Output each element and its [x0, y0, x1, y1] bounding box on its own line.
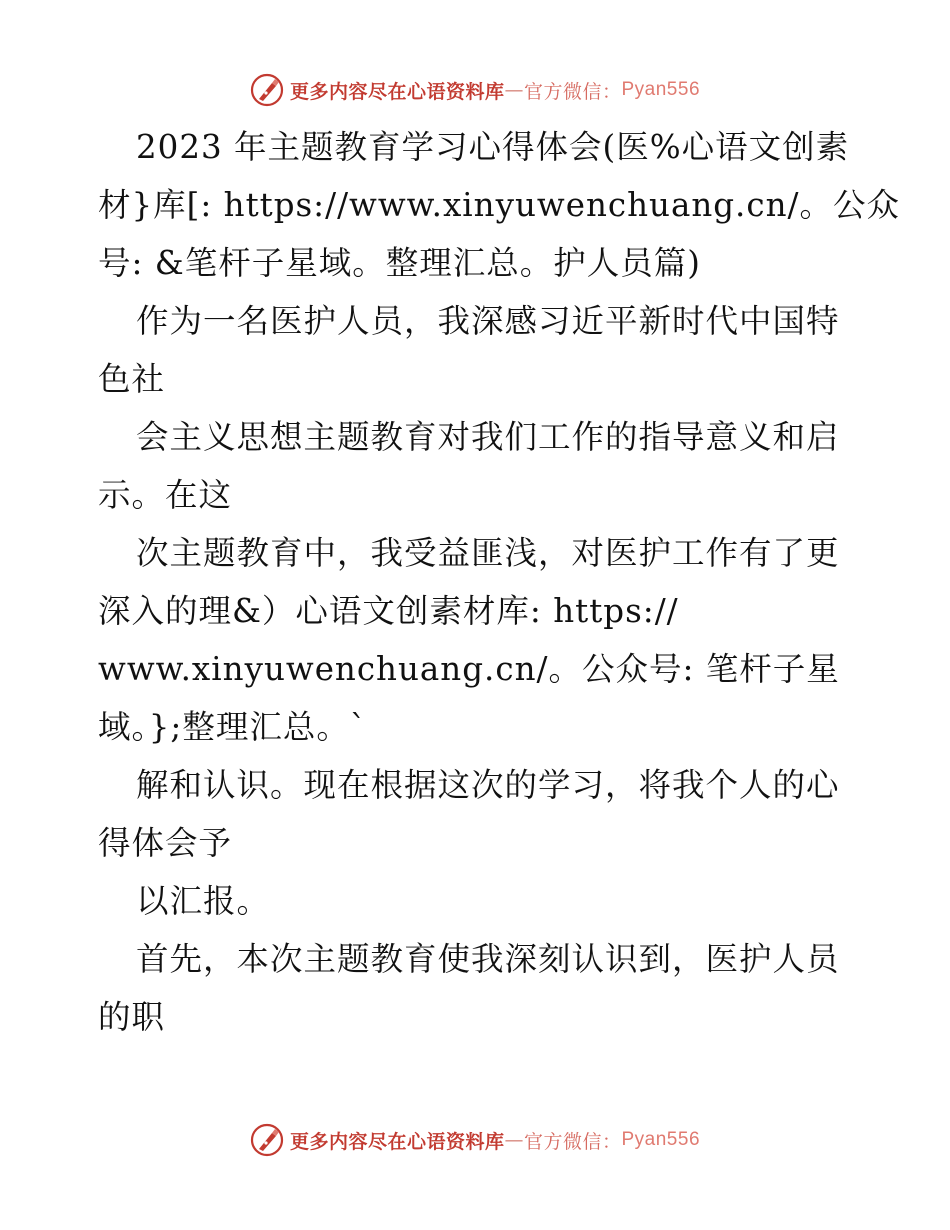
text-line: 域。};整理汇总。`: [98, 708, 368, 746]
footer-banner: [0, 1120, 950, 1160]
banner-wechat-label: 官方微信：: [523, 1130, 622, 1153]
red-pen-nib-logo-icon: [250, 73, 284, 107]
document-body: [98, 118, 900, 1046]
header-banner: [0, 70, 950, 110]
banner-wechat-id: Pyan556: [621, 79, 701, 100]
text-line: 号: &笔杆子星域。整理汇总。护人员篇): [98, 244, 701, 282]
text-line: 2023 年主题教育学习心得体会(医%心语文创素: [136, 128, 850, 166]
banner-main-text: 更多内容尽在心语资料库: [289, 1130, 505, 1153]
text-line: 解和认识。现在根据这次的学习，将我个人的心: [136, 766, 840, 804]
banner-wechat-label: 官方微信：: [523, 80, 622, 103]
text-line: 首先，本次主题教育使我深刻认识到，医护人员: [136, 940, 840, 978]
text-line: 得体会予: [98, 824, 233, 862]
text-line: 材}库[: https://www.xinyuwenchuang.cn/。公众: [98, 186, 900, 224]
text-line: 以汇报。: [136, 882, 271, 920]
banner-wechat-id: Pyan556: [621, 1129, 701, 1150]
text-line: 次主题教育中，我受益匪浅，对医护工作有了更: [136, 534, 840, 572]
text-line: 深入的理&）心语文创素材库: https://: [98, 592, 679, 630]
text-line: 的职: [98, 998, 166, 1036]
banner-main-text: 更多内容尽在心语资料库: [289, 80, 505, 103]
text-line: www.xinyuwenchuang.cn/。公众号: 笔杆子星: [98, 650, 840, 688]
text-line: 作为一名医护人员，我深感习近平新时代中国特: [136, 302, 840, 340]
text-line: 示。在这: [98, 476, 233, 514]
text-line: 会主义思想主题教育对我们工作的指导意义和启: [136, 418, 840, 456]
banner-separator: —: [504, 79, 524, 101]
text-line: 色社: [98, 360, 166, 398]
red-pen-nib-logo-icon: [250, 1123, 284, 1157]
banner-separator: —: [504, 1129, 524, 1151]
